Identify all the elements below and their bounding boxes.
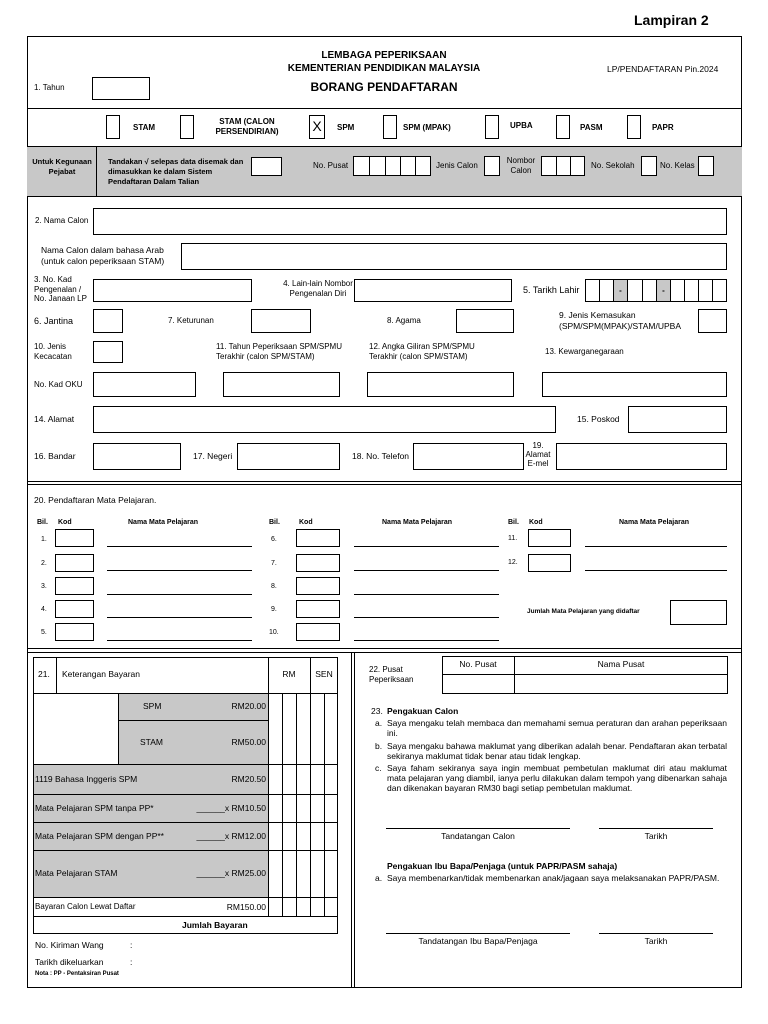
bil-header: Bil. bbox=[269, 519, 280, 526]
divider bbox=[684, 279, 685, 302]
parent-declaration-a: Saya membenarkan/tidak membenarkan anak/jagaan saya melaksanakan PAPR/PASM. bbox=[387, 873, 720, 883]
divider bbox=[599, 279, 600, 302]
subject-number: 3. bbox=[41, 583, 47, 590]
subject-number: 12. bbox=[508, 559, 518, 566]
subject-number: 6. bbox=[271, 536, 277, 543]
subject-code-input[interactable] bbox=[55, 554, 94, 572]
nama-arab-label: Nama Calon dalam bahasa Arab bbox=[41, 245, 164, 255]
bil-header: Bil. bbox=[508, 519, 519, 526]
declaration-c: Saya faham sekiranya saya ingin membuat pembetulan maklumat diri atau maklumat mata pelajaran yang diambil, ianya perlu dilakukan dalam tempoh yang dibenarkan sahaja dan dikenakan bayaran RM30 bagi setiap pembetulan maklumat. bbox=[387, 763, 727, 793]
divider bbox=[33, 897, 338, 898]
emel-input[interactable] bbox=[556, 443, 727, 470]
divider bbox=[27, 481, 742, 482]
office-instruction: Tandakan √ selepas data disemak dan dimasukkan ke dalam Sistem Pendaftaran Dalam Talian bbox=[108, 157, 244, 186]
divider bbox=[310, 657, 311, 916]
divider bbox=[282, 693, 283, 916]
payment-title: Keterangan Bayaran bbox=[62, 669, 140, 679]
alamat-label: 14. Alamat bbox=[34, 414, 75, 424]
poskod-label: 15. Poskod bbox=[577, 414, 620, 424]
no-kp-input[interactable] bbox=[93, 279, 252, 302]
kod-header: Kod bbox=[58, 519, 72, 526]
date-line-parent[interactable] bbox=[599, 933, 713, 934]
no-pusat-input[interactable] bbox=[443, 675, 513, 693]
no-kp-label: 3. No. Kad Pengenalan / No. Janaan LP bbox=[34, 275, 87, 303]
exam-type-label: STAM bbox=[133, 123, 156, 132]
tarikh-calon-label: Tarikh bbox=[644, 831, 668, 841]
spm-checkbox-checked[interactable]: X bbox=[309, 115, 325, 139]
subject-name-line[interactable] bbox=[107, 570, 252, 571]
jantina-input[interactable] bbox=[93, 309, 123, 333]
date-dash: - bbox=[619, 286, 622, 295]
stam-fee-amount: RM50.00 bbox=[231, 737, 266, 747]
tahun-peperiksaan-input[interactable] bbox=[223, 372, 340, 397]
papr-checkbox[interactable] bbox=[627, 115, 641, 139]
bi-fee-amount: RM20.50 bbox=[231, 774, 266, 784]
agama-input[interactable] bbox=[456, 309, 514, 333]
alamat-input[interactable] bbox=[93, 406, 556, 433]
kiriman-wang-colon: : bbox=[130, 940, 133, 950]
dengan-pp-amount: ______x RM12.00 bbox=[196, 831, 266, 841]
telefon-input[interactable] bbox=[413, 443, 524, 470]
date-dash: - bbox=[662, 286, 665, 295]
ministry-name: KEMENTERIAN PENDIDIKAN MALAYSIA bbox=[287, 63, 481, 74]
divider bbox=[385, 156, 386, 176]
jumlah-subjects-input[interactable] bbox=[670, 600, 727, 625]
tahun-input[interactable] bbox=[92, 77, 150, 100]
form-title: BORANG PENDAFTARAN bbox=[310, 80, 458, 94]
jenis-calon-label: Jenis Calon bbox=[436, 161, 478, 170]
declaration-title: Pengakuan Calon bbox=[387, 706, 459, 716]
office-no-sekolah-input[interactable] bbox=[641, 156, 657, 176]
tarikh-lahir-label: 5. Tarikh Lahir bbox=[523, 285, 580, 295]
divider bbox=[27, 108, 742, 109]
divider bbox=[712, 279, 713, 302]
divider bbox=[369, 156, 370, 176]
subject-code-input[interactable] bbox=[55, 529, 94, 547]
exam-type-label: STAM (CALON PERSENDIRIAN) bbox=[215, 117, 279, 136]
payment-number: 21. bbox=[38, 669, 50, 679]
subject-number: 4. bbox=[41, 606, 47, 613]
declaration-b: Saya mengaku bahawa maklumat yang diberikan adalah benar. Pendaftaran akan terbatal sekiranya maklumat tidak benar atau tidak lengkap. bbox=[387, 741, 727, 761]
office-check-input[interactable] bbox=[251, 157, 282, 176]
date-line-calon[interactable] bbox=[599, 828, 713, 829]
exam-type-label: SPM (MPAK) bbox=[403, 123, 451, 132]
stam-checkbox[interactable] bbox=[106, 115, 120, 139]
nama-pusat-header: Nama Pusat bbox=[597, 659, 645, 669]
divider bbox=[354, 652, 355, 988]
jantina-label: 6. Jantina bbox=[34, 316, 74, 326]
divider bbox=[296, 693, 297, 916]
signature-calon-label: Tandatangan Calon bbox=[441, 831, 515, 841]
subject-name-line[interactable] bbox=[354, 617, 499, 618]
payment-note: Nota : PP - Pentaksiran Pusat bbox=[35, 971, 119, 977]
divider bbox=[27, 652, 742, 653]
tahun-label: 1. Tahun bbox=[34, 83, 65, 92]
poskod-input[interactable] bbox=[628, 406, 727, 433]
divider bbox=[324, 693, 325, 916]
agama-label: 8. Agama bbox=[387, 316, 421, 325]
jenis-kemasukan-label-2: (SPM/SPM(MPAK)/STAM/UPBA bbox=[559, 321, 682, 331]
kiriman-wang-label: No. Kiriman Wang bbox=[35, 940, 104, 950]
subject-code-input[interactable] bbox=[55, 600, 94, 618]
jumlah-subjects-label: Jumlah Mata Pelajaran yang didaftar bbox=[527, 608, 640, 615]
bi-fee-label: 1119 Bahasa Inggeris SPM bbox=[35, 774, 138, 784]
declaration-a: Saya mengaku telah membaca dan memahami semua peraturan dan arahan peperiksaan ini. bbox=[387, 718, 727, 738]
negeri-input[interactable] bbox=[237, 443, 340, 470]
subject-name-line[interactable] bbox=[585, 546, 727, 547]
office-use-label: Untuk Kegunaan Pejabat bbox=[32, 157, 92, 176]
subject-code-input[interactable] bbox=[55, 623, 94, 641]
subject-name-line[interactable] bbox=[354, 546, 499, 547]
lain-lain-input[interactable] bbox=[354, 279, 512, 302]
pasm-checkbox[interactable] bbox=[556, 115, 570, 139]
jenis-kemasukan-label: 9. Jenis Kemasukan bbox=[559, 310, 636, 320]
nama-arab-input[interactable] bbox=[181, 243, 727, 270]
divider bbox=[351, 652, 352, 988]
tarikh-dikeluarkan-label: Tarikh dikeluarkan bbox=[35, 957, 104, 967]
divider bbox=[33, 916, 338, 917]
subject-code-input[interactable] bbox=[296, 554, 340, 572]
lampiran-label: Lampiran 2 bbox=[634, 12, 709, 28]
nombor-calon-label: Nombor Calon bbox=[506, 156, 536, 175]
declaration-marker: c. bbox=[375, 763, 382, 773]
form-code: LP/PENDAFTARAN Pin.2024 bbox=[607, 64, 719, 74]
jenis-kecacatan-label: 10. Jenis Kecacatan bbox=[34, 342, 72, 361]
subject-number: 10. bbox=[269, 629, 279, 636]
angka-giliran-input[interactable] bbox=[367, 372, 514, 397]
subject-code-input[interactable] bbox=[55, 577, 94, 595]
lewat-daftar-label: Bayaran Calon Lewat Daftar bbox=[35, 902, 136, 911]
subject-name-line[interactable] bbox=[354, 640, 499, 641]
signature-line-parent[interactable] bbox=[386, 933, 570, 934]
no-pusat-label: No. Pusat bbox=[313, 161, 349, 170]
subject-number: 8. bbox=[271, 583, 277, 590]
nama-calon-input[interactable] bbox=[93, 208, 727, 235]
subject-name-line[interactable] bbox=[107, 617, 252, 618]
signature-parent-label: Tandatangan Ibu Bapa/Penjaga bbox=[418, 936, 538, 946]
parent-declaration-title: Pengakuan Ibu Bapa/Penjaga (untuk PAPR/PASM sahaja) bbox=[387, 861, 618, 871]
office-no-pusat-input[interactable] bbox=[353, 156, 431, 176]
kod-header: Kod bbox=[299, 519, 313, 526]
tanpa-pp-label: Mata Pelajaran SPM tanpa PP* bbox=[35, 803, 154, 813]
subject-number: 5. bbox=[41, 629, 47, 636]
signature-line-calon[interactable] bbox=[386, 828, 570, 829]
spm-fee-amount: RM20.00 bbox=[231, 701, 266, 711]
pusat-peperiksaan-label: 22. Pusat Peperiksaan bbox=[369, 665, 414, 684]
rm-header: RM bbox=[282, 669, 296, 679]
divider bbox=[27, 648, 742, 649]
divider bbox=[556, 156, 557, 176]
subject-name-line[interactable] bbox=[585, 570, 727, 571]
subject-code-input[interactable] bbox=[528, 554, 571, 572]
kewarganegaraan-label: 13. Kewarganegaraan bbox=[545, 347, 624, 356]
divider bbox=[268, 657, 269, 916]
exam-type-label: PASM bbox=[580, 123, 603, 132]
divider bbox=[627, 279, 628, 302]
divider bbox=[56, 657, 57, 693]
stam-subject-label: Mata Pelajaran STAM bbox=[35, 868, 118, 878]
subjects-title: 20. Pendaftaran Mata Pelajaran. bbox=[34, 495, 157, 505]
divider bbox=[415, 156, 416, 176]
tarikh-parent-label: Tarikh bbox=[644, 936, 668, 946]
subject-name-line[interactable] bbox=[107, 594, 252, 595]
nama-pusat-input[interactable] bbox=[515, 675, 727, 693]
subject-code-input[interactable] bbox=[296, 600, 340, 618]
exam-type-label: UPBA bbox=[510, 121, 533, 130]
divider bbox=[27, 484, 742, 485]
declaration-marker: a. bbox=[375, 718, 383, 728]
jenis-kemasukan-input[interactable] bbox=[698, 309, 727, 333]
bandar-input[interactable] bbox=[93, 443, 181, 470]
divider bbox=[698, 279, 699, 302]
lain-lain-label: 4. Lain-lain Nombor Pengenalan Diri bbox=[283, 279, 353, 298]
upba-checkbox[interactable] bbox=[485, 115, 499, 139]
jenis-kecacatan-input[interactable] bbox=[93, 341, 123, 363]
stam-fee-label: STAM bbox=[140, 737, 163, 747]
exam-type-label: PAPR bbox=[652, 123, 674, 132]
tanpa-pp-amount: ______x RM10.50 bbox=[196, 803, 266, 813]
spm-mpak-checkbox[interactable] bbox=[383, 115, 397, 139]
tahun-peperiksaan-label: 11. Tahun Peperiksaan SPM/SPMU Terakhir (calon SPM/STAM) bbox=[216, 342, 342, 361]
stam-subject-amount: ______x RM25.00 bbox=[196, 868, 266, 878]
keturunan-label: 7. Keturunan bbox=[168, 316, 214, 325]
no-kad-oku-label: No. Kad OKU bbox=[34, 380, 83, 389]
subject-number: 11. bbox=[508, 535, 518, 542]
subject-code-input[interactable] bbox=[296, 577, 340, 595]
divider bbox=[570, 156, 571, 176]
emel-label: 19. Alamat E-mel bbox=[525, 441, 551, 468]
subject-name-line[interactable] bbox=[354, 570, 499, 571]
stam-persendirian-checkbox[interactable] bbox=[180, 115, 194, 139]
declaration-marker: a. bbox=[375, 873, 383, 883]
subject-number: 7. bbox=[271, 560, 277, 567]
office-jenis-calon-input[interactable] bbox=[484, 156, 500, 176]
negeri-label: 17. Negeri bbox=[193, 451, 233, 461]
nama-header: Nama Mata Pelajaran bbox=[128, 519, 199, 526]
nama-header: Nama Mata Pelajaran bbox=[382, 519, 453, 526]
bil-header: Bil. bbox=[37, 519, 48, 526]
tarikh-dikeluarkan-colon: : bbox=[130, 957, 133, 967]
exam-type-label: SPM bbox=[337, 123, 355, 132]
divider bbox=[96, 146, 97, 197]
declaration-number: 23. bbox=[371, 706, 383, 716]
subject-code-input[interactable] bbox=[296, 529, 340, 547]
angka-giliran-label: 12. Angka Giliran SPM/SPMU Terakhir (calon SPM/STAM) bbox=[369, 342, 475, 361]
no-kad-oku-input[interactable] bbox=[93, 372, 196, 397]
divider bbox=[400, 156, 401, 176]
kod-header: Kod bbox=[529, 519, 543, 526]
kewarganegaraan-input[interactable] bbox=[542, 372, 727, 397]
no-pusat-header: No. Pusat bbox=[459, 659, 497, 669]
no-sekolah-label: No. Sekolah bbox=[591, 161, 635, 170]
lewat-daftar-amount: RM150.00 bbox=[226, 902, 266, 912]
subject-code-input[interactable] bbox=[528, 529, 571, 547]
sen-header: SEN bbox=[315, 669, 333, 679]
nama-calon-label: 2. Nama Calon bbox=[35, 216, 89, 225]
dengan-pp-label: Mata Pelajaran SPM dengan PP** bbox=[35, 831, 164, 841]
divider bbox=[642, 279, 643, 302]
subject-name-line[interactable] bbox=[107, 640, 252, 641]
nama-header: Nama Mata Pelajaran bbox=[619, 519, 690, 526]
no-kelas-label: No. Kelas bbox=[660, 161, 695, 170]
subject-number: 1. bbox=[41, 536, 47, 543]
office-nombor-calon-input[interactable] bbox=[541, 156, 585, 176]
jumlah-bayaran-label: Jumlah Bayaran bbox=[182, 920, 248, 930]
keturunan-input[interactable] bbox=[251, 309, 311, 333]
divider bbox=[670, 279, 671, 302]
subject-name-line[interactable] bbox=[107, 546, 252, 547]
nama-arab-note: (untuk calon peperiksaan STAM) bbox=[41, 256, 165, 266]
subject-number: 9. bbox=[271, 606, 277, 613]
spm-fee-label: SPM bbox=[143, 701, 162, 711]
office-no-kelas-input[interactable] bbox=[698, 156, 714, 176]
org-name: LEMBAGA PEPERIKSAAN bbox=[321, 50, 447, 61]
subject-name-line[interactable] bbox=[354, 594, 499, 595]
subject-number: 2. bbox=[41, 560, 47, 567]
telefon-label: 18. No. Telefon bbox=[352, 451, 410, 461]
subject-code-input[interactable] bbox=[296, 623, 340, 641]
declaration-marker: b. bbox=[375, 741, 383, 751]
bandar-label: 16. Bandar bbox=[34, 451, 76, 461]
